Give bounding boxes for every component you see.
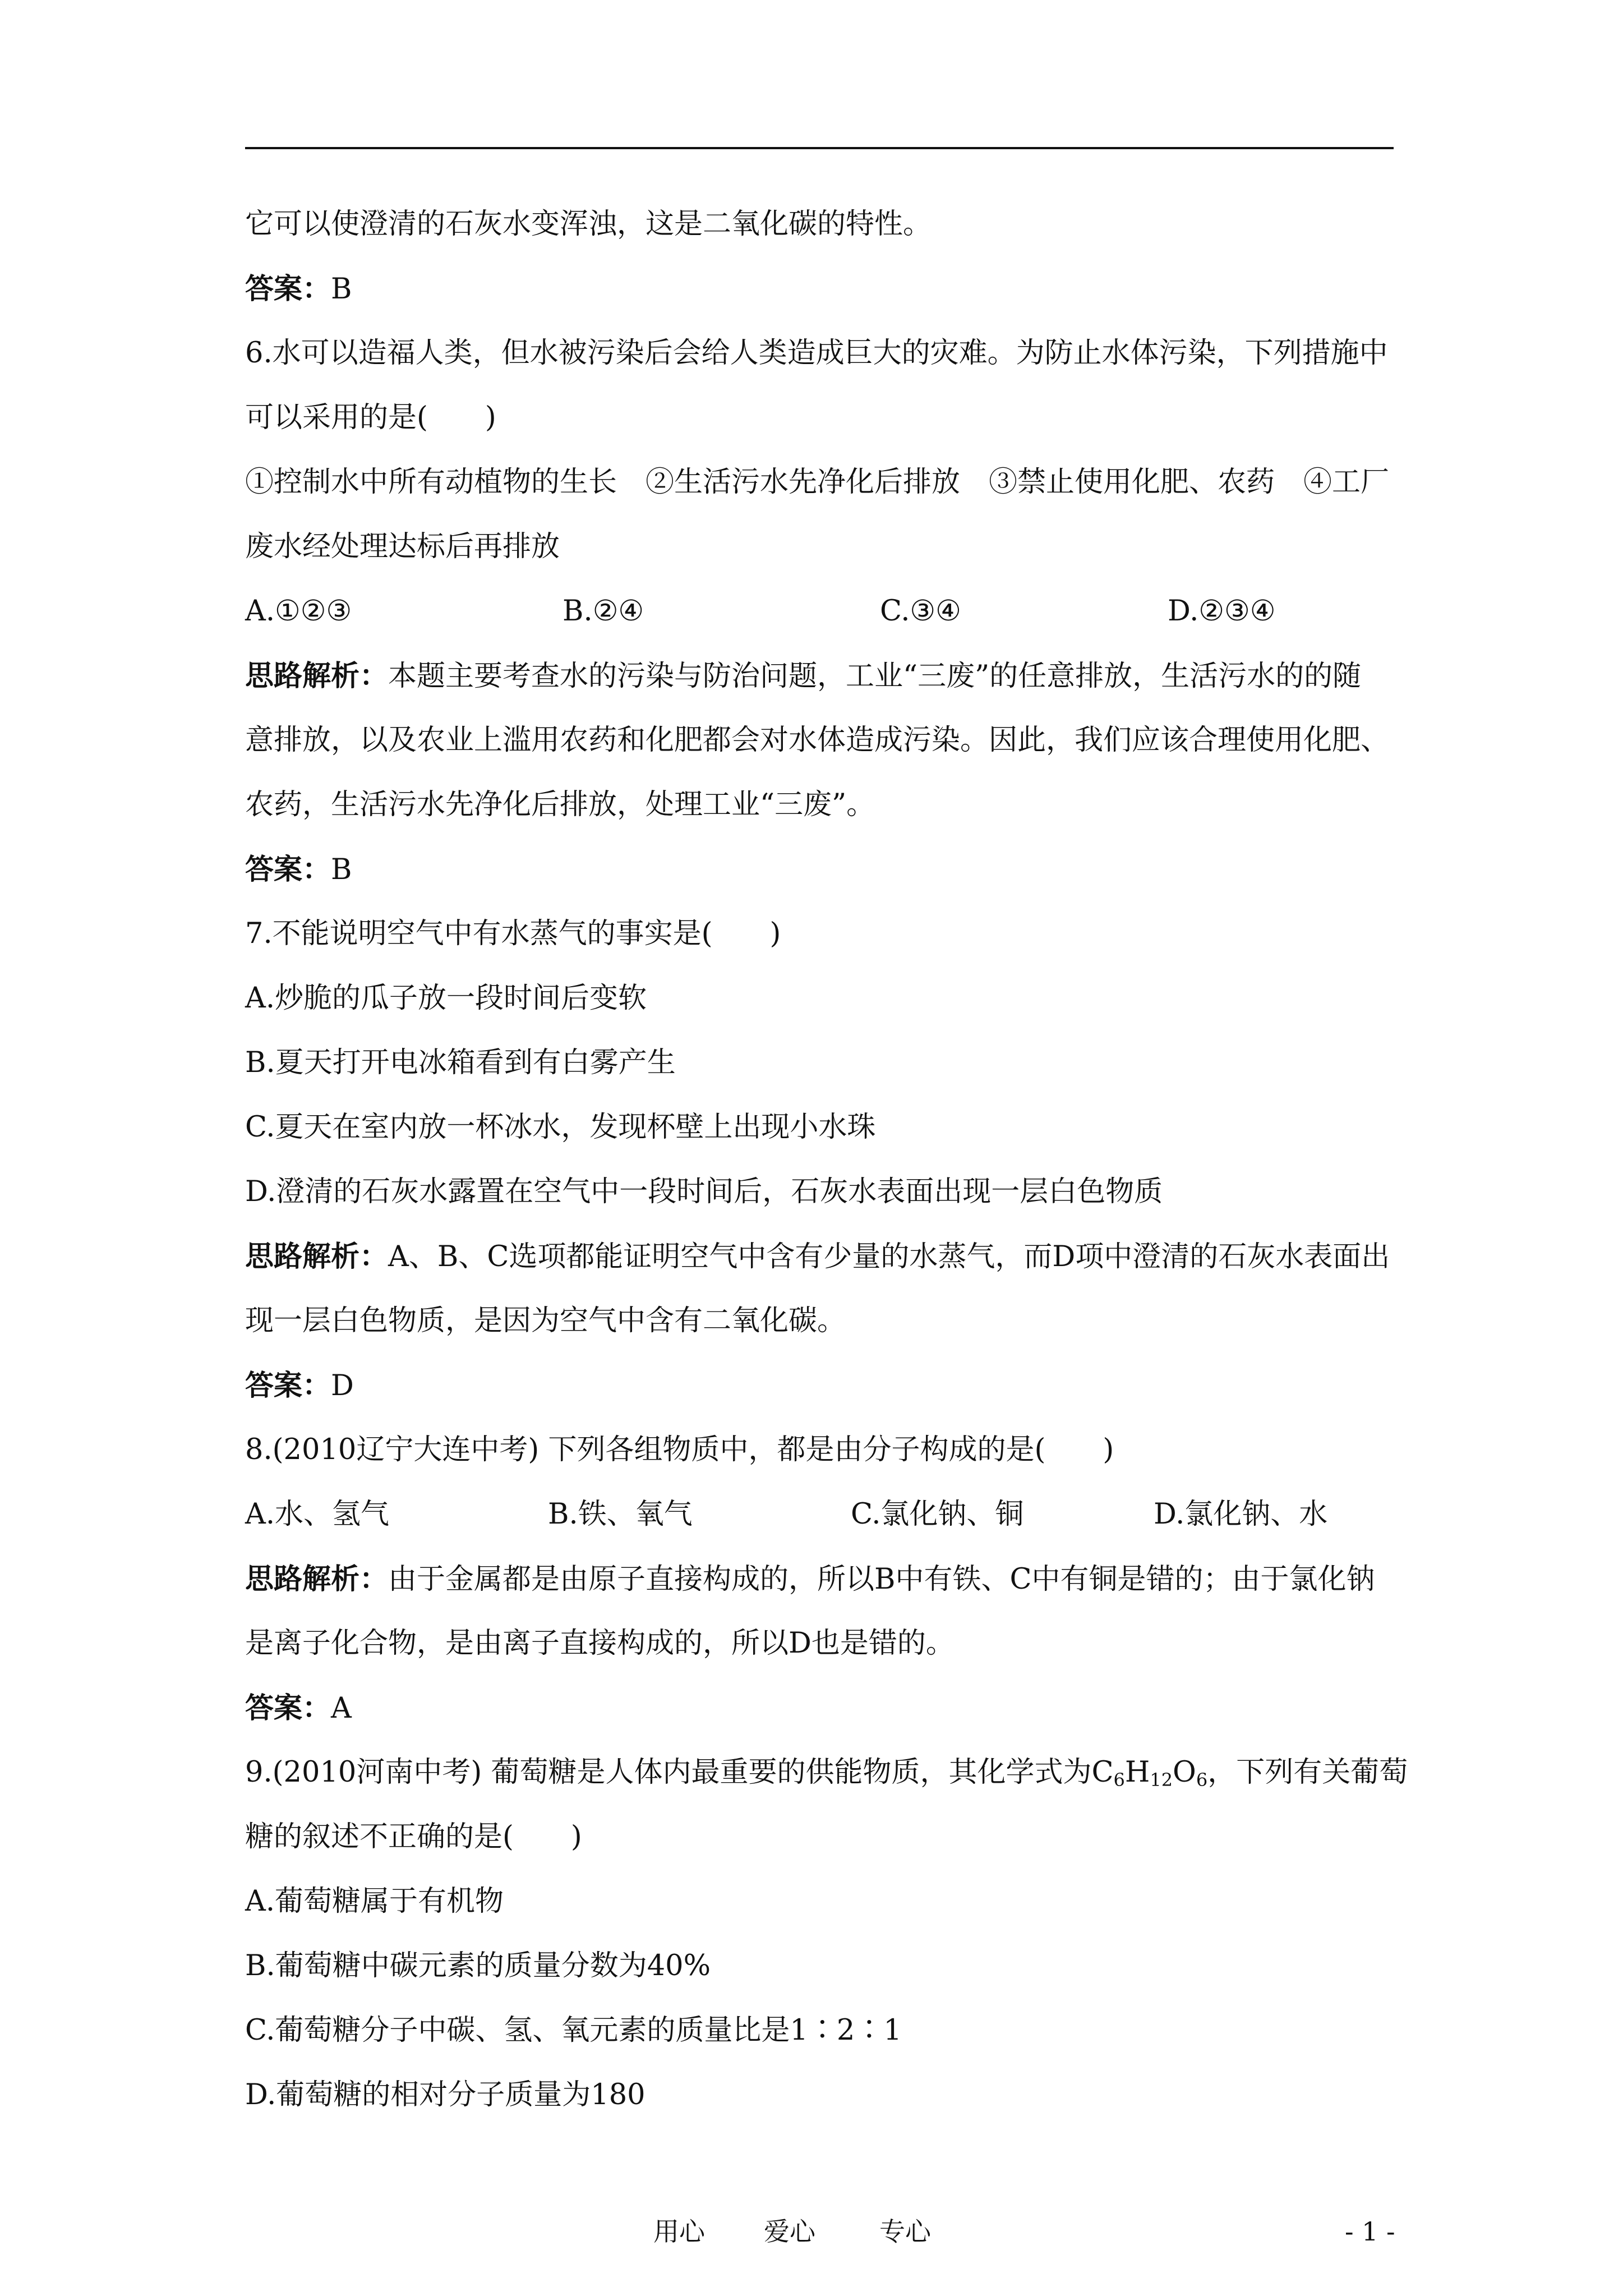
question-6-stem-cont: 可以采用的是( ) [245,401,496,434]
option-d: D.葡萄糖的相对分子质量为180 [245,2078,645,2111]
analysis-line [245,1562,1375,1596]
answer-line [245,272,352,306]
stem-text: ，下列有关葡萄 [1207,1756,1408,1789]
option-b: B.夏天打开电冰箱看到有白雾产生 [245,1046,676,1079]
option-a: A.水、氢气 [245,1498,390,1531]
analysis-text: A、B、C选项都能证明空气中含有少量的水蒸气，而D项中澄清的石灰水表面出 [388,1240,1390,1273]
analysis-line-cont: 农药，生活污水先净化后排放，处理工业“三废”。 [245,788,875,821]
answer-label: 答案： [245,1691,331,1725]
option-c: C.葡萄糖分子中碳、氢、氧元素的质量比是1∶2∶1 [245,2014,902,2047]
option-d: D.氯化钠、水 [1154,1498,1328,1531]
question-8-stem: 8.(2010辽宁大连中考) 下列各组物质中，都是由分子构成的是( ) [245,1433,1114,1466]
option-c: C.氯化钠、铜 [851,1498,1024,1531]
question-9-stem-cont: 糖的叙述不正确的是( ) [245,1820,582,1853]
formula-element: H [1124,1756,1150,1789]
option-a: A.①②③ [245,595,352,628]
question-9-stem [245,1756,1408,1789]
analysis-label: 思路解析： [245,1240,389,1273]
answer-value: D [331,1369,354,1402]
footer-word: 专心 [879,2216,931,2247]
answer-label: 答案： [245,272,331,306]
option-c: C.夏天在室内放一杯冰水，发现杯壁上出现小水珠 [245,1111,876,1144]
analysis-text: 本题主要考查水的污染与防治问题，工业“三废”的任意排放，生活污水的的随 [388,660,1362,693]
question-6-items-cont: 废水经处理达标后再排放 [245,530,560,563]
answer-line [245,1691,352,1726]
answer-label: 答案： [245,1369,331,1402]
answer-line [245,853,352,887]
option-d: D.②③④ [1168,595,1276,628]
analysis-line-cont: 是离子化合物，是由离子直接构成的，所以D也是错的。 [245,1627,955,1660]
option-d: D.澄清的石灰水露置在空气中一段时间后，石灰水表面出现一层白色物质 [245,1175,1163,1208]
header-rule [245,147,1394,149]
footer-word: 爱心 [764,2216,815,2247]
formula-subscript: 12 [1150,1769,1173,1791]
page-number: - 1 - [1345,2216,1395,2247]
formula-subscript: 6 [1113,1769,1125,1791]
formula-element: O [1173,1756,1196,1789]
analysis-line [245,659,1361,693]
analysis-text: 由于金属都是由原子直接构成的，所以B中有铁、C中有铜是错的；由于氯化钠 [388,1563,1375,1596]
question-6-stem: 6.水可以造福人类，但水被污染后会给人类造成巨大的灾难。为防止水体污染，下列措施中 [245,337,1388,370]
analysis-line [245,1240,1390,1274]
formula-subscript: 6 [1196,1769,1208,1791]
option-b: B.②④ [562,595,644,628]
analysis-label: 思路解析： [245,1562,389,1596]
analysis-label: 思路解析： [245,659,389,693]
stem-text: 9.(2010河南中考) 葡萄糖是人体内最重要的供能物质，其化学式为C [245,1756,1114,1789]
question-7-stem: 7.不能说明空气中有水蒸气的事实是( ) [245,917,781,950]
option-b: B.铁、氧气 [548,1498,693,1531]
analysis-line-cont: 现一层白色物质，是因为空气中含有二氧化碳。 [245,1304,846,1337]
footer-word: 用心 [653,2216,705,2247]
option-c: C.③④ [880,595,961,628]
analysis-line-cont: 意排放，以及农业上滥用农药和化肥都会对水体造成污染。因此，我们应该合理使用化肥、 [245,724,1390,757]
text-line: 它可以使澄清的石灰水变浑浊，这是二氧化碳的特性。 [245,208,932,241]
answer-value: B [331,273,352,306]
answer-label: 答案： [245,853,331,886]
option-a: A.葡萄糖属于有机物 [245,1885,504,1918]
answer-value: A [331,1692,352,1725]
option-a: A.炒脆的瓜子放一段时间后变软 [245,982,647,1015]
answer-value: B [331,853,352,886]
option-b: B.葡萄糖中碳元素的质量分数为40% [245,1949,711,1982]
question-6-items: ①控制水中所有动植物的生长 ②生活污水先净化后排放 ③禁止使用化肥、农药 ④工厂 [245,466,1390,499]
answer-line [245,1369,354,1403]
